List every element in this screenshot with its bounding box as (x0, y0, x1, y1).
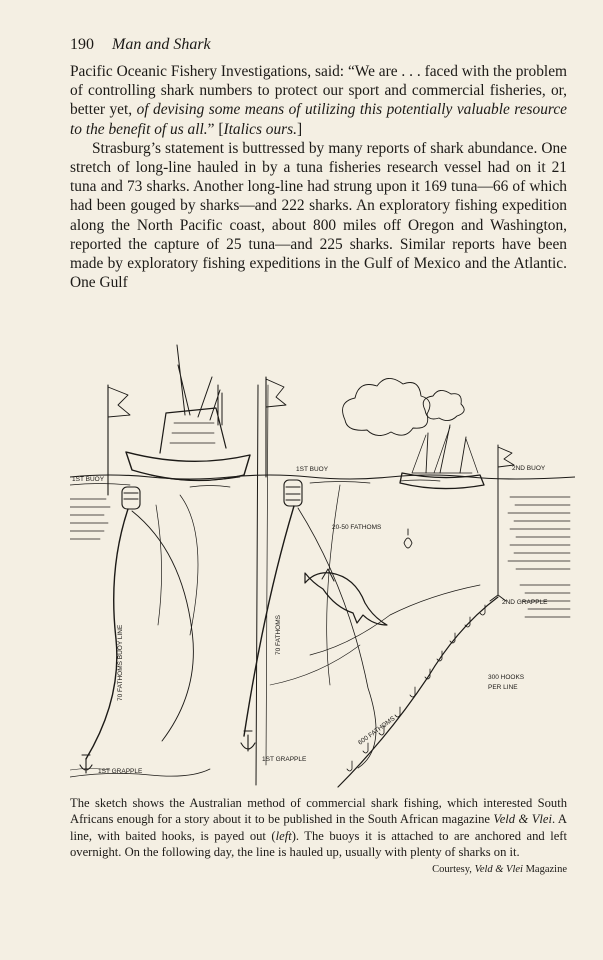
photo-credit: Courtesy, Veld & Vlei Magazine (432, 863, 567, 875)
fish (404, 529, 412, 548)
label-depth: 20-50 FATHOMS (332, 524, 382, 531)
fishing-sketch (70, 325, 575, 790)
figure-caption: The sketch shows the Australian method of commercial shark fishing, which interested South Africans enough for a story about it to be published in the South African magazine Veld & Vlei. A line, with baited hooks, is payed out (left). The buoys it is attached to are anchored and left overnight. On the following day, the line is hauled up, usually with plenty of sharks on it. Courtesy, Veld & Vlei Magazine (70, 795, 567, 878)
anchor (241, 731, 255, 751)
cloud (343, 378, 430, 435)
label-first-grapple-mid: 1ST GRAPPLE (262, 756, 307, 763)
label-per-line: PER LINE (488, 684, 518, 691)
italics-note: Italics ours. (223, 120, 298, 138)
paragraph-2: Strasburg’s statement is buttressed by many reports of shark abundance. One stretch of long-line hauled in by a tuna fisheries research vessel had on it 21 tuna and 73 sharks. Another long-line had strung upon it 169 tuna—66 of which had been gouged by sharks—and 222 sharks. An exploratory fishing expedition along the North Pacific coast, about 800 miles off Oregon and Washington, reported the capture of 25 tuna—and 225 sharks. Similar reports have been made by exploratory fishing expeditions in the Gulf of Mexico and the Atlantic. One Gulf (70, 139, 567, 292)
cloud (423, 390, 464, 420)
page-header (70, 36, 211, 54)
page-number: 190 (70, 36, 94, 53)
buoy-mid (284, 480, 302, 506)
body-text (70, 62, 567, 292)
shark (305, 573, 387, 625)
magazine-name: Veld & Vlei (493, 812, 553, 827)
buoy-left (122, 487, 140, 509)
paragraph-1: Pacific Oceanic Fishery Investigations, said: “We are . . . faced with the problem of controlling shark numbers to protect our sport and commercial fisheries, or, better yet, of devising some means of utilizing this potentially valuable resource to the benefit of us all.” [Italics ours.] (70, 63, 567, 138)
label-first-buoy-mid: 1ST BUOY (296, 466, 329, 473)
label-first-grapple-left: 1ST GRAPPLE (98, 768, 143, 775)
running-title: Man and Shark (112, 36, 211, 53)
label-second-grapple: 2ND GRAPPLE (502, 599, 548, 606)
italic-quote: of devising some means of utilizing this potentially valuable resource to the benefit of us all. (70, 101, 567, 138)
label-hooks-count: 300 HOOKS (488, 674, 525, 681)
label-seventy-fathoms: 70 FATHOMS (275, 615, 282, 655)
label-second-buoy: 2ND BUOY (512, 465, 546, 472)
label-first-buoy-left: 1ST BUOY (72, 476, 105, 483)
label-line-length: 600 FATHOMS (357, 715, 397, 747)
label-buoy-line: 70 FATHOMS BUOY LINE (117, 624, 124, 701)
